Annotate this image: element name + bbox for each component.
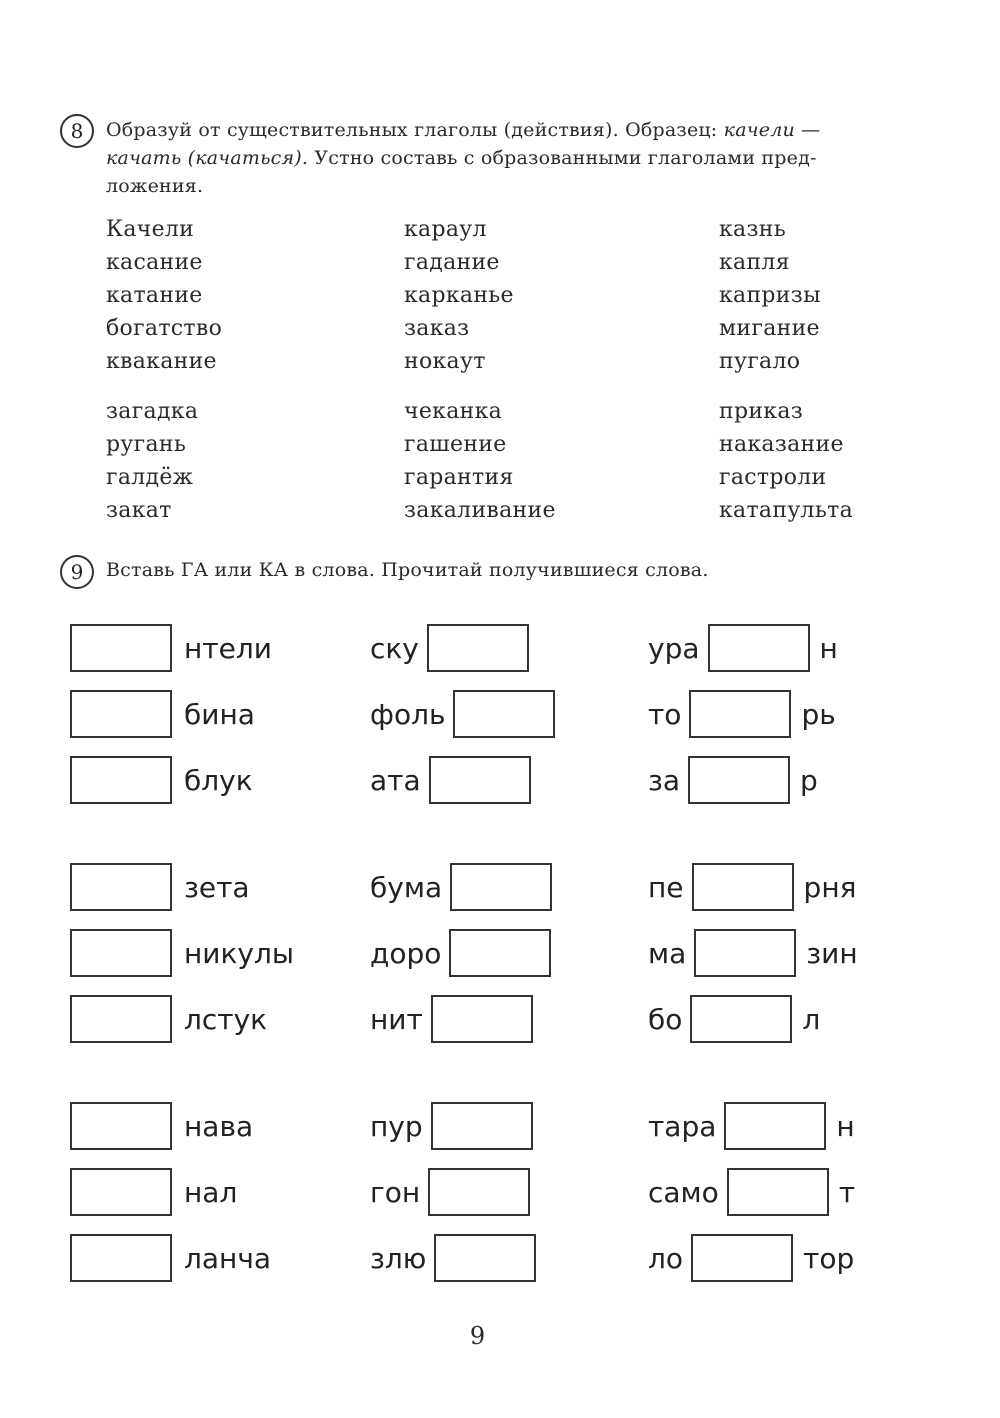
task-8-example-2: качать (качаться).	[106, 147, 309, 169]
word: приказ	[719, 399, 804, 424]
word-column-3-group-2	[719, 395, 853, 527]
word: закаливание	[404, 498, 556, 523]
fill-row	[370, 1232, 536, 1284]
task-8-example-1: качели —	[723, 119, 821, 141]
word-part: само	[648, 1175, 719, 1209]
word-part: нал	[184, 1175, 238, 1209]
word-part: н	[819, 631, 838, 665]
fill-row	[370, 993, 533, 1045]
word-part: ура	[648, 631, 700, 665]
fill-row	[648, 688, 836, 740]
fill-row	[648, 927, 858, 979]
word: пугало	[719, 349, 801, 374]
fill-row	[370, 622, 529, 674]
word: капризы	[719, 283, 821, 308]
word-part: гон	[370, 1175, 421, 1209]
word-part: никулы	[184, 936, 294, 970]
word: касание	[106, 250, 203, 275]
word-part: лстук	[184, 1002, 268, 1036]
word-part: бо	[648, 1002, 683, 1036]
answer-box[interactable]	[724, 1102, 826, 1150]
answer-box[interactable]	[688, 756, 790, 804]
answer-box[interactable]	[70, 863, 172, 911]
task-9-instruction: Вставь ГА или КА в слова. Прочитай получившиеся слова.	[106, 559, 709, 581]
word-part: ма	[648, 936, 687, 970]
word-part: нтели	[184, 631, 272, 665]
answer-box[interactable]	[70, 929, 172, 977]
fill-row	[70, 754, 253, 806]
fill-row	[648, 754, 818, 806]
word-part: ата	[370, 763, 421, 797]
page-number: 9	[469, 1322, 486, 1350]
word-part: тара	[648, 1109, 717, 1143]
fill-row	[370, 1166, 530, 1218]
answer-box[interactable]	[450, 863, 552, 911]
word: нокаут	[404, 349, 486, 374]
word: гашение	[404, 432, 507, 457]
task-9-number: 9	[60, 555, 94, 589]
word-part: пе	[648, 870, 684, 904]
task-8-instruction-part-b: Устно составь с образованными глаголами пред-	[308, 147, 817, 169]
fill-row	[70, 1232, 271, 1284]
word-part: т	[838, 1175, 856, 1209]
word: казнь	[719, 217, 787, 242]
word-part: пур	[370, 1109, 423, 1143]
word-part: нава	[184, 1109, 254, 1143]
answer-box[interactable]	[727, 1168, 829, 1216]
word-part: блук	[184, 763, 253, 797]
word-part: тор	[803, 1241, 855, 1275]
task-8-instruction	[106, 116, 896, 200]
fill-row	[648, 993, 820, 1045]
word-part: злю	[370, 1241, 427, 1275]
answer-box[interactable]	[429, 756, 531, 804]
word-part: то	[648, 697, 682, 731]
word-part: л	[802, 1002, 821, 1036]
fill-row	[648, 1100, 855, 1152]
fill-row	[370, 754, 531, 806]
word-part: р	[800, 763, 818, 797]
answer-box[interactable]	[689, 690, 791, 738]
fill-row	[70, 688, 255, 740]
fill-row	[648, 861, 856, 913]
fill-row	[70, 927, 294, 979]
word: заказ	[404, 316, 470, 341]
word-column-3-group-1	[719, 213, 821, 378]
word: чеканка	[404, 399, 503, 424]
word-part: зета	[184, 870, 250, 904]
word-part: фоль	[370, 697, 446, 731]
fill-row	[70, 993, 267, 1045]
word-part: бина	[184, 697, 255, 731]
word: карканье	[404, 283, 514, 308]
word-column-2-group-1	[404, 213, 514, 378]
answer-box[interactable]	[694, 929, 796, 977]
word: квакание	[106, 349, 217, 374]
word-part: н	[836, 1109, 855, 1143]
fill-row	[370, 1100, 533, 1152]
word: загадка	[106, 399, 199, 424]
word-column-2-group-2	[404, 395, 556, 527]
answer-box[interactable]	[449, 929, 551, 977]
fill-row	[648, 1166, 855, 1218]
word-part: ску	[370, 631, 419, 665]
word: караул	[404, 217, 487, 242]
answer-box[interactable]	[70, 756, 172, 804]
fill-row	[648, 1232, 854, 1284]
answer-box[interactable]	[691, 1234, 793, 1282]
word-column-1-group-2	[106, 395, 198, 527]
word: мигание	[719, 316, 820, 341]
answer-box[interactable]	[690, 995, 792, 1043]
answer-box[interactable]	[70, 624, 172, 672]
answer-box[interactable]	[70, 1102, 172, 1150]
answer-box[interactable]	[70, 1168, 172, 1216]
word: Качели	[106, 217, 195, 242]
word: капля	[719, 250, 790, 275]
word: гарантия	[404, 465, 514, 490]
task-8-instruction-part-a: Образуй от существительных глаголы (действия). Образец:	[106, 119, 724, 141]
answer-box[interactable]	[453, 690, 555, 738]
fill-row	[370, 927, 551, 979]
word-part: ло	[648, 1241, 684, 1275]
word-part: рь	[801, 697, 836, 731]
word-part: ланча	[184, 1241, 272, 1275]
answer-box[interactable]	[70, 1234, 172, 1282]
fill-row	[70, 1100, 253, 1152]
word-part: нит	[370, 1002, 423, 1036]
fill-row	[370, 861, 552, 913]
word-part: доро	[370, 936, 442, 970]
word: катание	[106, 283, 203, 308]
word: катапульта	[719, 498, 854, 523]
answer-box[interactable]	[692, 863, 794, 911]
answer-box[interactable]	[427, 624, 529, 672]
fill-row	[370, 688, 555, 740]
answer-box[interactable]	[431, 995, 533, 1043]
answer-box[interactable]	[431, 1102, 533, 1150]
answer-box[interactable]	[70, 995, 172, 1043]
word-part: зин	[806, 936, 858, 970]
word: гадание	[404, 250, 500, 275]
fill-row	[70, 622, 272, 674]
fill-row	[70, 1166, 237, 1218]
answer-box[interactable]	[428, 1168, 530, 1216]
word-part: за	[648, 763, 681, 797]
answer-box[interactable]	[434, 1234, 536, 1282]
task-8-instruction-part-c: ложения.	[106, 175, 204, 197]
word-part: рня	[803, 870, 857, 904]
word: богатство	[106, 316, 223, 341]
word: закат	[106, 498, 172, 523]
word: ругань	[106, 432, 187, 457]
fill-row	[70, 861, 250, 913]
word: гастроли	[719, 465, 827, 490]
fill-row	[648, 622, 838, 674]
word: наказание	[719, 432, 844, 457]
answer-box[interactable]	[70, 690, 172, 738]
task-8-number: 8	[60, 114, 94, 148]
word: галдёж	[106, 465, 194, 490]
word-part: бума	[370, 870, 443, 904]
answer-box[interactable]	[708, 624, 810, 672]
word-column-1-group-1	[106, 213, 222, 378]
